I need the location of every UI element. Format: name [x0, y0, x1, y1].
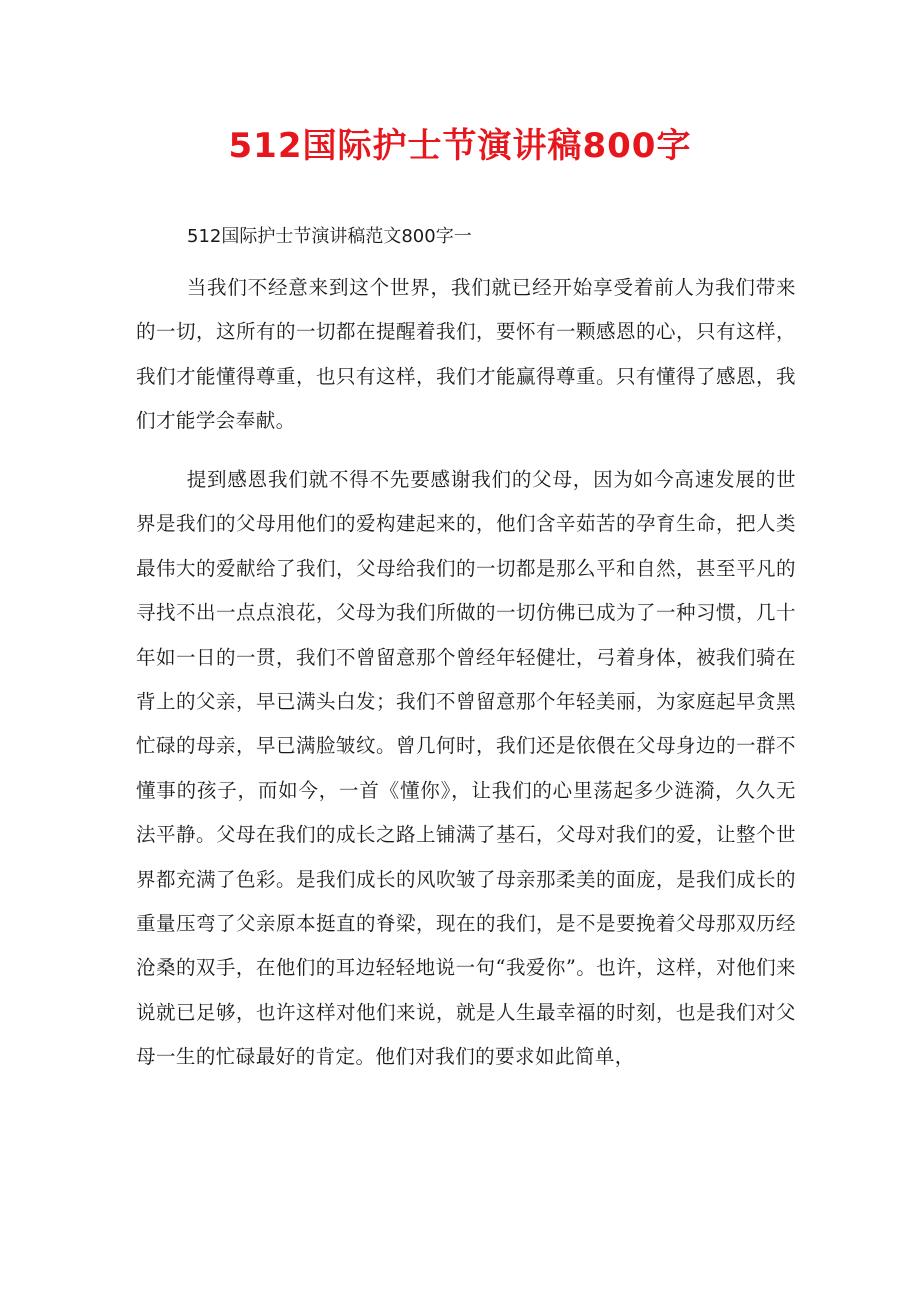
document-title: 512国际护士节演讲稿800字 [228, 126, 692, 166]
paragraph-1: 当我们不经意来到这个世界，我们就已经开始享受着前人为我们带来的一切，这所有的一切都在提醒着我们，要怀有一颗感恩的心，只有这样，我们才能懂得尊重，也只有这样，我们才能赢得尊重。只有懂得了感恩，我们才能学会奉献。 [136, 276, 796, 433]
paragraph-2: 提到感恩我们就不得不先要感谢我们的父母，因为如今高速发展的世界是我们的父母用他们的爱构建起来的，他们含辛茹苦的孕育生命，把人类最伟大的爱献给了我们，父母给我们的一切都是那么平和自然，甚至平凡的寻找不出一点点浪花，父母为我们所做的一切仿佛已成为了一种习惯，几十年如一日的一贯，我们不曾留意那个曾经年轻健壮，弓着身体，被我们骑在背上的父亲，早已满头白发；我们不曾留意那个年轻美丽，为家庭起早贪黑忙碌的母亲，早已满脸皱纹。曾几何时，我们还是依偎在父母身边的一群不懂事的孩子，而如今，一首《懂你》，让我们的心里荡起多少涟漪，久久无法平静。父母在我们的成长之路上铺满了基石，父母对我们的爱，让整个世界都充满了色彩。是我们成长的风吹皱了母亲那柔美的面庞，是我们成长的重量压弯了父亲原本挺直的脊梁，现在的我们，是不是要挽着父母那双历经沧桑的双手，在他们的耳边轻轻地说一句“我爱你”。也许，这样，对他们来说就已足够，也许这样对他们来说，就是人生最幸福的时刻，也是我们对父母一生的忙碌最好的肯定。他们对我们的要求如此简单， [136, 468, 796, 1069]
document-subtitle: 512国际护士节演讲稿范文800字一 [187, 226, 472, 247]
